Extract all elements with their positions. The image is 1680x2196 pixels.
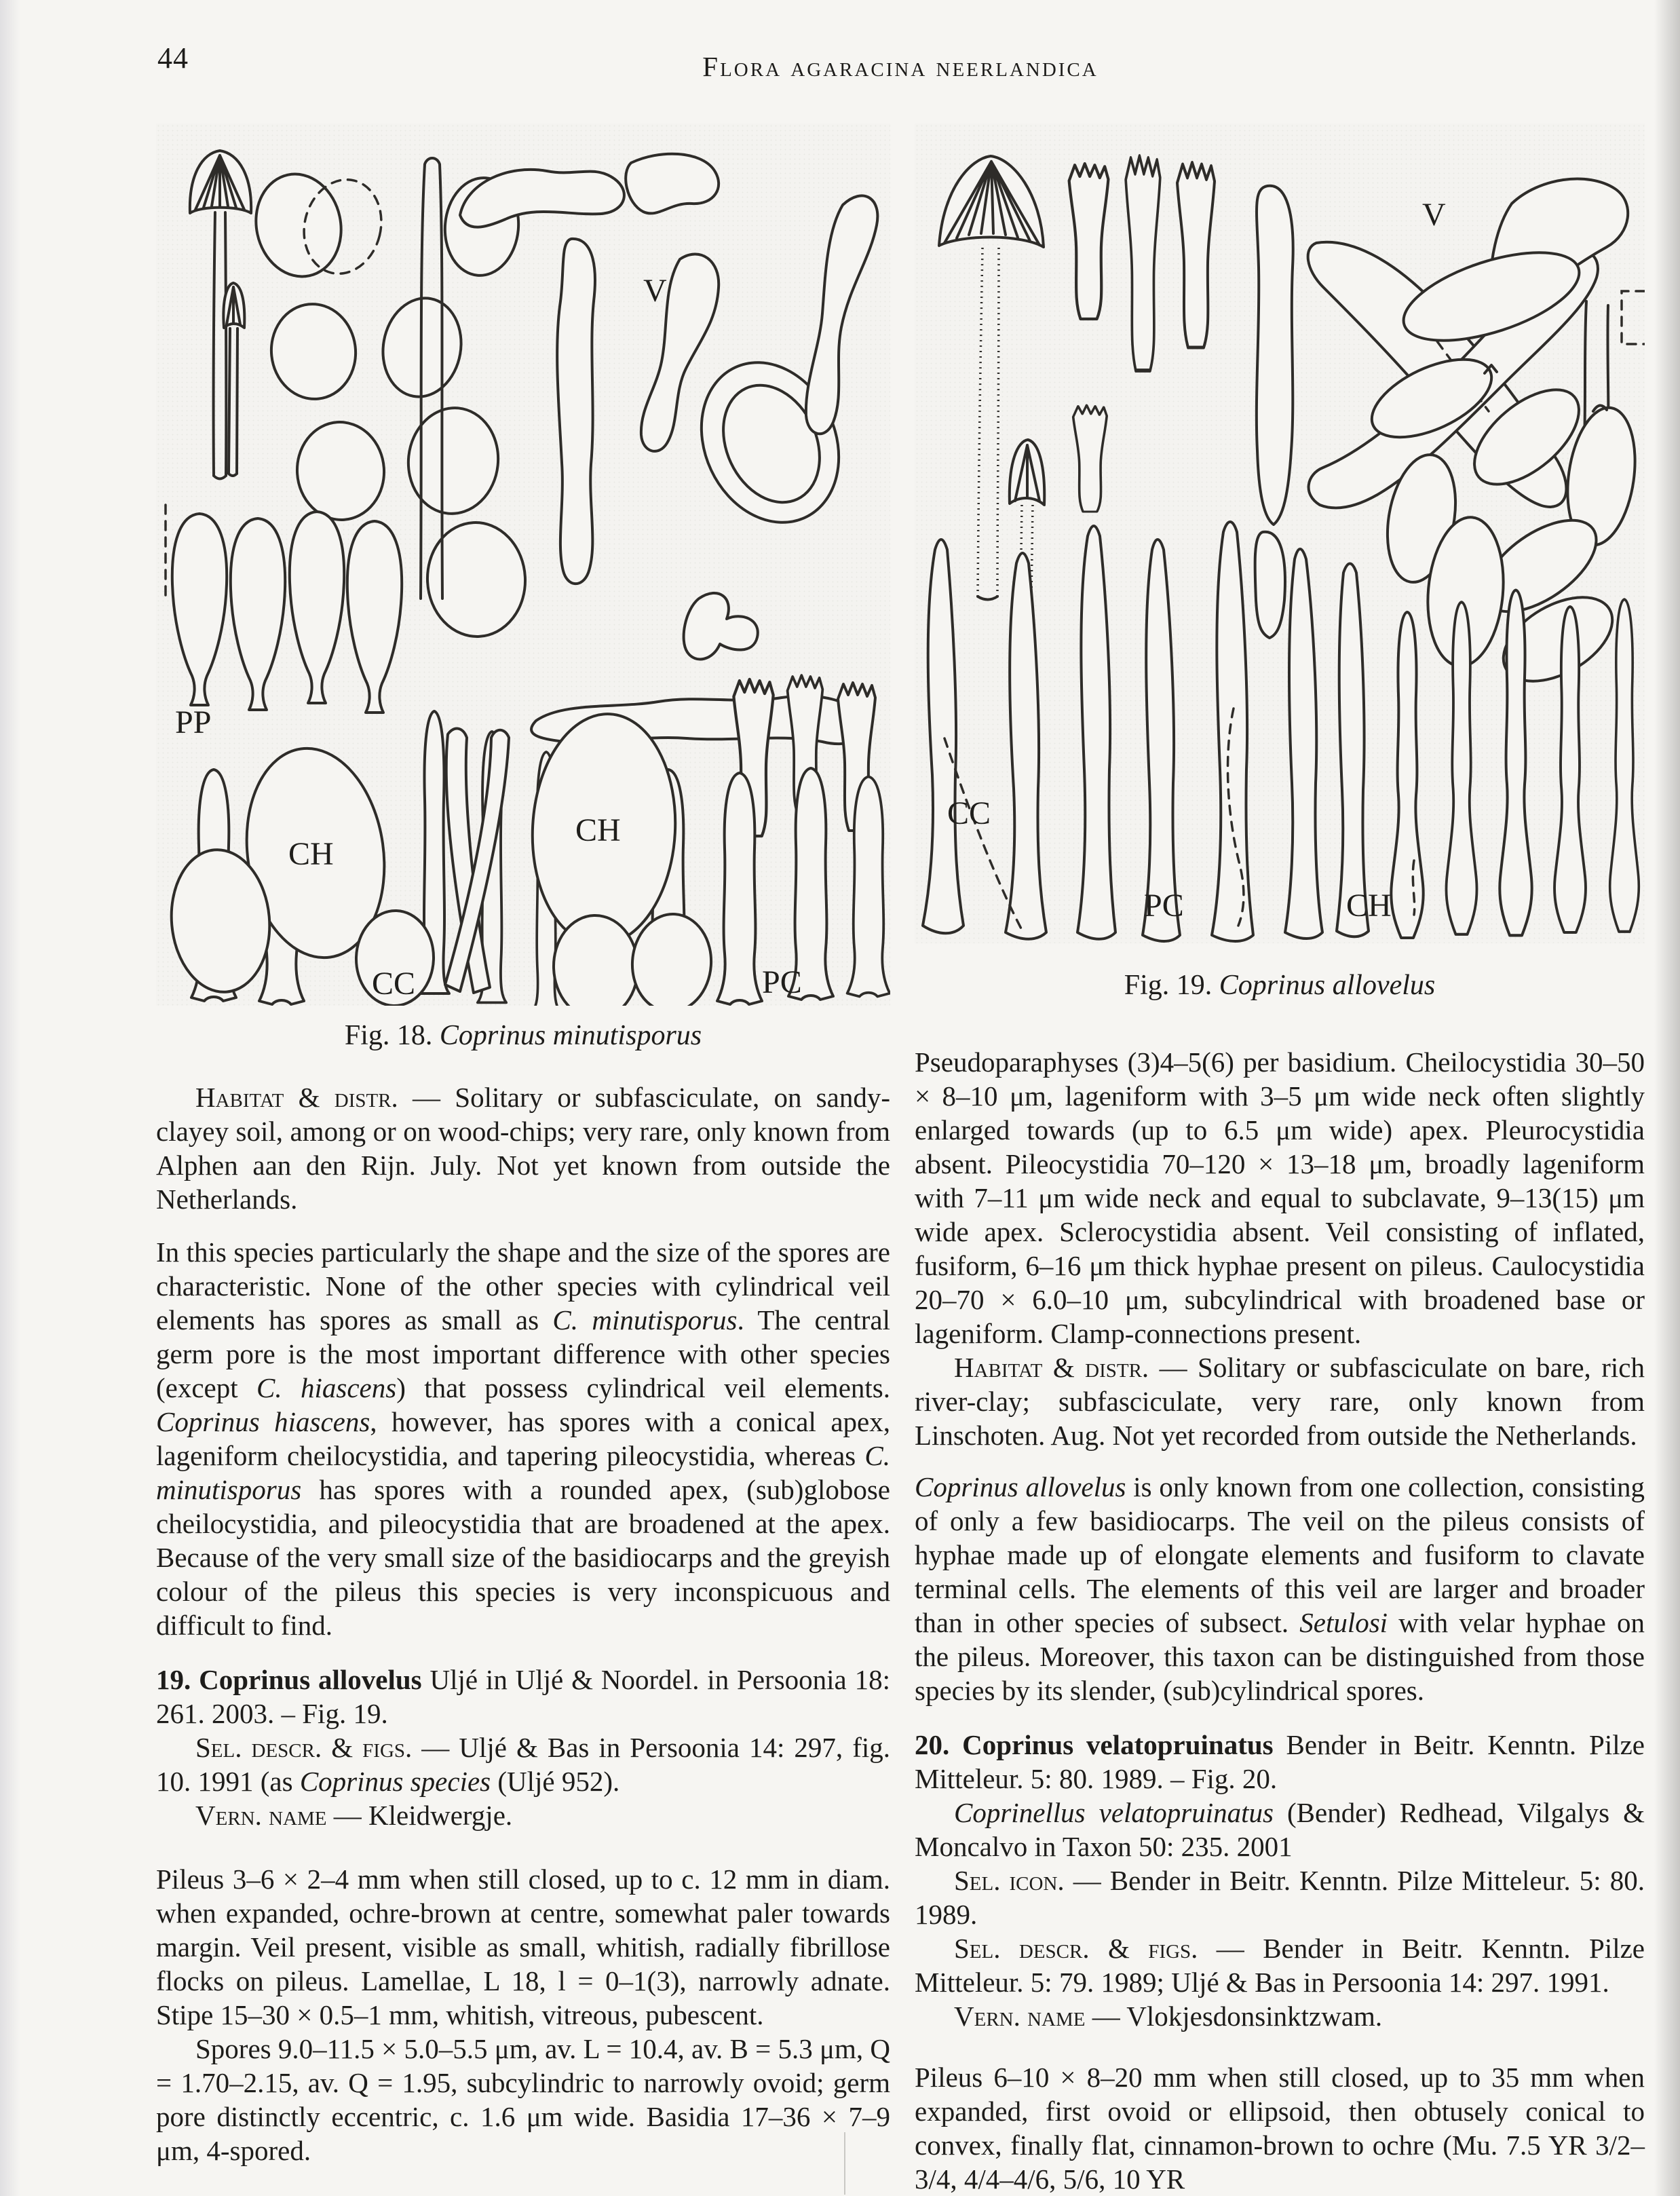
label-cheilocystidia: CH bbox=[1346, 888, 1392, 924]
basidia-group bbox=[1069, 156, 1215, 512]
right-text-column bbox=[915, 1045, 1645, 2196]
label-pileocystidia: PC bbox=[762, 964, 802, 1000]
pileus-description: Pileus 3–6 × 2–4 mm when still closed, up to c. 12 mm in diam. when expanded, ochre-brown at centre, somewhat paler towards margin. Veil present, visible as small, whitish, radially fibrillose flocks on pileus. Lamellae, L 18, l = 0–1(3), narrowly adnate. Stipe 15–30 × 0.5–1 mm, whitish, vitreous, pubescent. bbox=[156, 1863, 890, 2030]
pseudoparaphyses-group bbox=[166, 505, 402, 740]
figure-19-caption: Fig. 19. Coprinus allovelus bbox=[1124, 970, 1436, 1001]
pileocystidium-drawing bbox=[1255, 186, 1293, 638]
figure-18-caption: Fig. 18. Coprinus minutisporus bbox=[344, 1020, 702, 1051]
left-text-column bbox=[156, 1080, 890, 2167]
species-19-heading: 19. Coprinus allovelus Uljé in Uljé & Noordel. in Persoonia 18: 261. 2003. – Fig. 19. bbox=[156, 1664, 890, 1729]
scan-right-edge bbox=[1654, 0, 1680, 2196]
label-caulocystidia: CC bbox=[947, 795, 991, 831]
label-veil: V bbox=[1422, 197, 1446, 233]
species-20-heading: 20. Coprinus velatopruinatus Bender in Beitr. Kenntn. Pilze Mitteleur. 5: 80. 1989. – Fig. 20. bbox=[915, 1729, 1645, 1794]
label-cheilocystidia-right: CH bbox=[575, 812, 621, 848]
label-pileocystidia: PC bbox=[1144, 888, 1184, 924]
label-veil: V bbox=[643, 273, 667, 309]
selected-descriptions: Sel. descr. & figs. — Bender in Beitr. Kenntn. Pilze Mitteleur. 5: 79. 1989; Uljé & Bas in Persoonia 14: 297. 1991. bbox=[915, 1933, 1645, 1998]
habitat-paragraph: Habitat & distr. — Solitary or subfasciculate, on sandy-clayey soil, among or on wood-chips; very rare, only known from Alphen aan den Rijn. July. Not yet known from outside the Netherlands. bbox=[156, 1082, 890, 1215]
synonym-paragraph: Coprinellus velatopruinatus (Bender) Redhead, Vilgalys & Moncalvo in Taxon 50: 235. 2001 bbox=[915, 1797, 1645, 1862]
selected-icon: Sel. icon. — Bender in Beitr. Kenntn. Pilze Mitteleur. 5: 80. 1989. bbox=[915, 1865, 1645, 1930]
figure-18-illustration bbox=[156, 124, 890, 1006]
vernacular-name: Vern. name — Kleidwergje. bbox=[195, 1800, 513, 1831]
selected-descriptions: Sel. descr. & figs. — Uljé & Bas in Persoonia 14: 297, fig. 10. 1991 (as Coprinus species (Uljé 952). bbox=[156, 1732, 890, 1797]
page-number: 44 bbox=[157, 41, 189, 75]
spores-description: Spores 9.0–11.5 × 5.0–5.5 μm, av. L = 10.4, av. B = 5.3 μm, Q = 1.70–2.15, av. Q = 1.95, subcylindric to narrowly ovoid; germ pore distinctly eccentric, c. 1.6 μm wide. Basidia 17–36 × 7–9 μm, 4-spored. bbox=[156, 2033, 890, 2166]
pileus-description: Pileus 6–10 × 8–20 mm when still closed, up to 35 mm when expanded, first ovoid or ellipsoid, then obtusely conical to convex, finally flat, cinnamon-brown to ochre (Mu. 7.5 YR 3/2–3/4, 4/4–4/6, 5/6, 10 YR bbox=[915, 2062, 1645, 2195]
cystidia-group bbox=[166, 711, 890, 1006]
microscopy-paragraph: Pseudoparaphyses (3)4–5(6) per basidium. Cheilocystidia 30–50 × 8–10 μm, lageniform with 3–5 μm wide neck often slightly enlarged towards (up to 6.5 μm wide) apex. Pleurocystidia absent. Pileocystidia 70–120 × 13–18 μm, broadly lageniform with 7–11 μm wide neck and equal to subclavate, 9–13(15) μm wide apex. Sclerocystidia absent. Veil consisting of inflated, fusiform, 6–16 μm thick hyphae present on pileus. Caulocystidia 20–70 × 6.0–10 μm, subcylindrical with broadened base or lageniform. Clamp-connections present. bbox=[915, 1046, 1645, 1349]
habitat-paragraph: Habitat & distr. — Solitary or subfasciculate on bare, rich river-clay; subfasciculate, very rare, only known from Linschoten. Aug. Not yet recorded from outside the Netherlands. bbox=[915, 1352, 1645, 1451]
label-cheilocystidia-left: CH bbox=[288, 836, 334, 872]
discussion-paragraph: In this species particularly the shape and the size of the spores are characteristic. None of the other species with cylindrical veil elements has spores as small as C. minutisporus. The central germ pore is the most important difference with other species (except C. hiascens) that possess cylindrical veil elements. Coprinus hiascens, however, has spores with a conical apex, lageniform cheilocystidia, and tapering pileocystidia, whereas C. minutisporus has spores with a rounded apex, (sub)globose cheilocystidia, and pileocystidia that are broadened at the apex. Because of the very small size of the basidiocarps and the greyish colour of the pileus this species is very inconspicuous and difficult to find. bbox=[156, 1236, 891, 1641]
figure-18-plate bbox=[156, 124, 890, 1006]
figure-19-illustration bbox=[915, 124, 1645, 943]
figure-19-plate bbox=[915, 124, 1645, 943]
mushroom-sketches bbox=[939, 156, 1044, 600]
scan-left-edge bbox=[0, 0, 20, 2196]
mushroom-sketches bbox=[190, 151, 251, 479]
vernacular-name: Vern. name — Vlokjesdonsinktzwam. bbox=[954, 2001, 1383, 2032]
label-pseudoparaphyses: PP bbox=[175, 704, 212, 740]
label-caulocystidia: CC bbox=[372, 966, 416, 1002]
running-title: Flora agaracina neerlandica bbox=[702, 51, 1099, 82]
discussion-paragraph: Coprinus allovelus is only known from one collection, consisting of only a few basidiocarps. The veil on the pileus consists of hyphae made up of elongate elements and fusiform to clavate terminal cells. The elements of this veil are larger and broader than in other species of subsect. Setulosi with velar hyphae on the pileus. Moreover, this taxon can be distinguished from those species by its slender, (sub)cylindrical spores. bbox=[915, 1471, 1645, 1706]
